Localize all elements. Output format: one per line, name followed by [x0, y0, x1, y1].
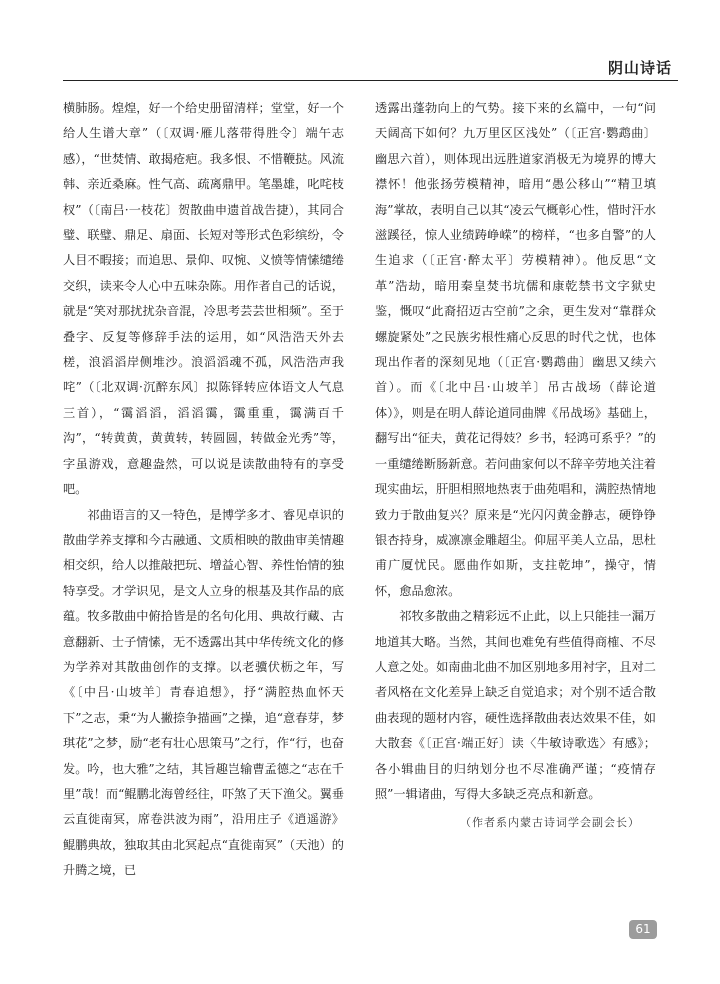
- header-divider: [63, 80, 678, 81]
- left-column: [63, 96, 344, 884]
- paragraph: 祁曲语言的又一特色，是博学多才、睿见卓识的散曲学养支撑和今古融通、文质相映的散曲审美情趣相交织，给人以推敲把玩、增益心智、养性怡情的独特享受。才学识见，是文人立身的根基及其作品的底蕴。牧多散曲中俯拾皆是的名句化用、典故行藏、古意翻新、士子情愫，无不透露出其中华传统文化的修为学养对其散曲创作的支撑。以老骥伏枥之年，写《〔中吕·山坡羊〕青春追想》，抒“满腔热血怀天下”之志，秉“为人撇捺争描画”之操，追“意春芽，梦琪花”之梦，励“老有壮心思策马”之行，作“行，也奋发。吟，也大雅”之结，其旨趣岂输曹孟德之“志在千里”哉！而“鲲鹏北海曾经往，吓煞了天下渔父。翼垂云直徙南冥，席卷洪波为雨”，沿用庄子《逍遥游》鲲鹏典故，独取其由北冥起点“直徙南冥”（天池）的升腾之境，已: [63, 507, 344, 878]
- right-column: [375, 96, 656, 836]
- page-number: 61: [629, 920, 657, 939]
- header-title: 阴山诗话: [607, 59, 672, 77]
- paragraph: 祁牧多散曲之精彩远不止此，以上只能挂一漏万地道其大略。当然，其间也难免有些值得商榷、不尽人意之处。如南曲北曲不加区别地多用衬字，且对二者风格在文化差异上缺乏自觉追求；对个别不适合散曲表现的题材内容，硬性选择散曲表达效果不佳，如大散套《〔正宫·端正好〕读〈牛敏诗歌选〉有感》；各小辑曲目的归纳划分也不尽准确严谨；“疫情存照”一辑诸曲，写得大多缺乏亮点和新意。: [375, 609, 656, 801]
- paragraph-continued: 透露出蓬勃向上的气势。接下来的幺篇中，一句“问天阔高下如何？九万里区区浅处”（〔正宫·鹦鹉曲〕幽思六首），则体现出远胜道家消极无为境界的博大襟怀！他张扬劳模精神，暗用“愚公移山”“精卫填海”掌故，表明自己以其“凌云气概彰心性，惜时汗水滋蹊径，惊人业绩踌峥嵘”的榜样，“也多自警”的人生追求（〔正宫·醉太平〕劳模精神）。他反思“文革”浩劫，暗用秦皇焚书坑儒和康乾禁书文字狱史鉴，慨叹“此裔招迈古空前”之余，更生发对“靠群众螺旋紧处”之民族劣根性痛心反思的时代之忧，也体现出作者的深刻见地（〔正宫·鹦鹉曲〕幽思又续六首）。而《〔北中吕·山坡羊〕吊古战场（薛论道体）》，则是在明人薛论道同曲牌《吊战场》基础上，翻写出“征夫，黄花记得妓？乡书，轻鸿可系乎？”的一重缱绻断肠新意。若问曲家何以不辞辛劳地关注着现实曲坛，肝胆相照地热衷于曲苑唱和，满腔热情地致力于散曲复兴？原来是“光闪闪黄金静志，硬铮铮银杏持身，威凛凛金雕超尘。仰屈平美人立品，思杜甫广厦忧民。愿曲作如斯，支拄乾坤”，操守，情怀，愈品愈浓。: [375, 101, 656, 598]
- paragraph-continued: 横肺肠。煌煌，好一个给史册留清样；堂堂，好一个给人生谱大章”（〔双调·雁儿落带得胜令〕端午志感），“世焚情、敢揭疮疤。我多恨、不惜鞭挞。风流韩、亲近桑麻。性气高、疏离鼎甲。笔墨雄，叱咤枝杈”（〔南吕·一枝花〕贺散曲申遗首战告捷），其同合璧、联璧、鼎足、扇面、长短对等形式色彩缤纷，令人目不暇接；而追思、景仰、叹惋、义愤等情愫缱绻交织，读来令人心中五味杂陈。用作者自己的话说，就是“笑对那扰扰杂音混，冷思考芸芸世相频”。至于叠字、反复等修辞手法的运用，如“风浩浩天外去槎，浪滔滔岸侧堆沙。浪滔滔魂不孤，风浩浩声我咤”（〔北双调·沉醉东风〕拟陈铎转应体语文人气息三首），“霭滔滔，滔滔霭，霭重重，霭满百千沟”，“转黄黄，黄黄转，转圆圆，转做金光秀”等，字虽游戏，意趣盎然，可以说是读散曲特有的享受吧。: [63, 101, 344, 497]
- author-note: （作者系内蒙古诗词学会副会长）: [460, 816, 640, 830]
